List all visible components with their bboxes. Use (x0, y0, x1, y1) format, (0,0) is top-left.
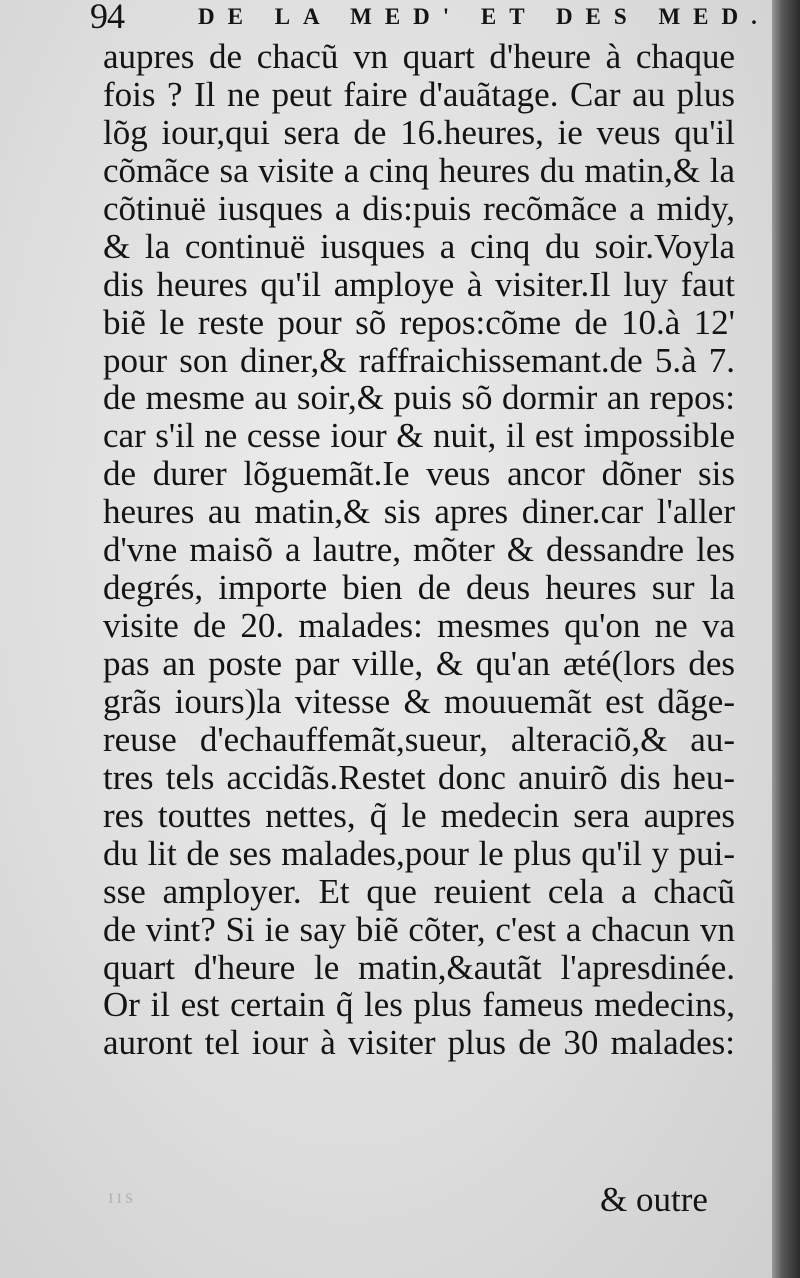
text-line: visite de 20. malades: mesmes qu'on ne va (103, 606, 735, 646)
text-line: Or il est certain q̃ les plus fameus medecins, (103, 985, 735, 1025)
text-line: heures au matin,& sis apres diner.car l'aller (103, 492, 735, 532)
text-line: cõmãce sa visite a cinq heures du matin,& la (103, 150, 735, 190)
text-line: pour son diner,& raffraichissemant.de 5.à 7. (103, 340, 735, 380)
book-edge (772, 0, 800, 1278)
text-line: reuse d'echauffemãt,sueur, alteraciõ,& au- (103, 719, 735, 759)
text-line: quart d'heure le matin,&autãt l'apresdinée. (103, 947, 735, 987)
text-line: biẽ le reste pour sõ repos:cõme de 10.à 12' (103, 302, 735, 342)
text-line: auront tel iour à visiter plus de 30 malades: (103, 1023, 735, 1063)
text-line: de vint? Si ie say biẽ cõter, c'est a chacun vn (103, 909, 735, 949)
running-head: DE LA MED' ET DES MED. (198, 4, 770, 29)
text-line: d'vne maisõ a lautre, mõter & dessandre les (103, 530, 735, 570)
text-line: aupres de chacũ vn quart d'heure à chaque (103, 37, 735, 76)
page-number: 94 (90, 0, 124, 36)
text-line: tres tels accidãs.Restet donc anuirõ dis heu- (103, 757, 735, 797)
text-line: cõtinuë iusques a dis:puis recõmãce a midy, (103, 188, 735, 228)
text-line: du lit de ses malades,pour le plus qu'il y pui- (103, 833, 735, 873)
catchword: & outre (600, 1180, 708, 1219)
text-line: degrés, importe bien de deus heures sur la (103, 568, 735, 608)
text-line: de durer lõguemãt.Ie veus ancor dõner sis (103, 454, 735, 494)
text-line: dis heures qu'il amploye à visiter.Il luy faut (103, 264, 735, 304)
page-header (90, 0, 770, 34)
text-line: pas an poste par ville, & qu'an æté(lors des (103, 644, 735, 683)
text-line: de mesme au soir,& puis sõ dormir an repos: (103, 378, 735, 418)
text-line: grãs iours)la vitesse & mouuemãt est dãge- (103, 681, 735, 721)
text-line: sse amployer. Et que reuient cela a chacũ (103, 871, 735, 911)
text-line: res touttes nettes, q̃ le medecin sera aupres (103, 795, 735, 835)
text-line: lõg iour,qui sera de 16.heures, ie veus qu'il (103, 112, 735, 152)
faint-mark: ɪɪs (108, 1186, 136, 1208)
body-text (103, 38, 735, 1062)
text-line: car s'il ne cesse iour & nuit, il est impossible (103, 416, 735, 456)
text-line: fois ? Il ne peut faire d'auãtage. Car au plus (103, 74, 735, 114)
text-line: & la continuë iusques a cinq du soir.Voyla (103, 226, 735, 266)
